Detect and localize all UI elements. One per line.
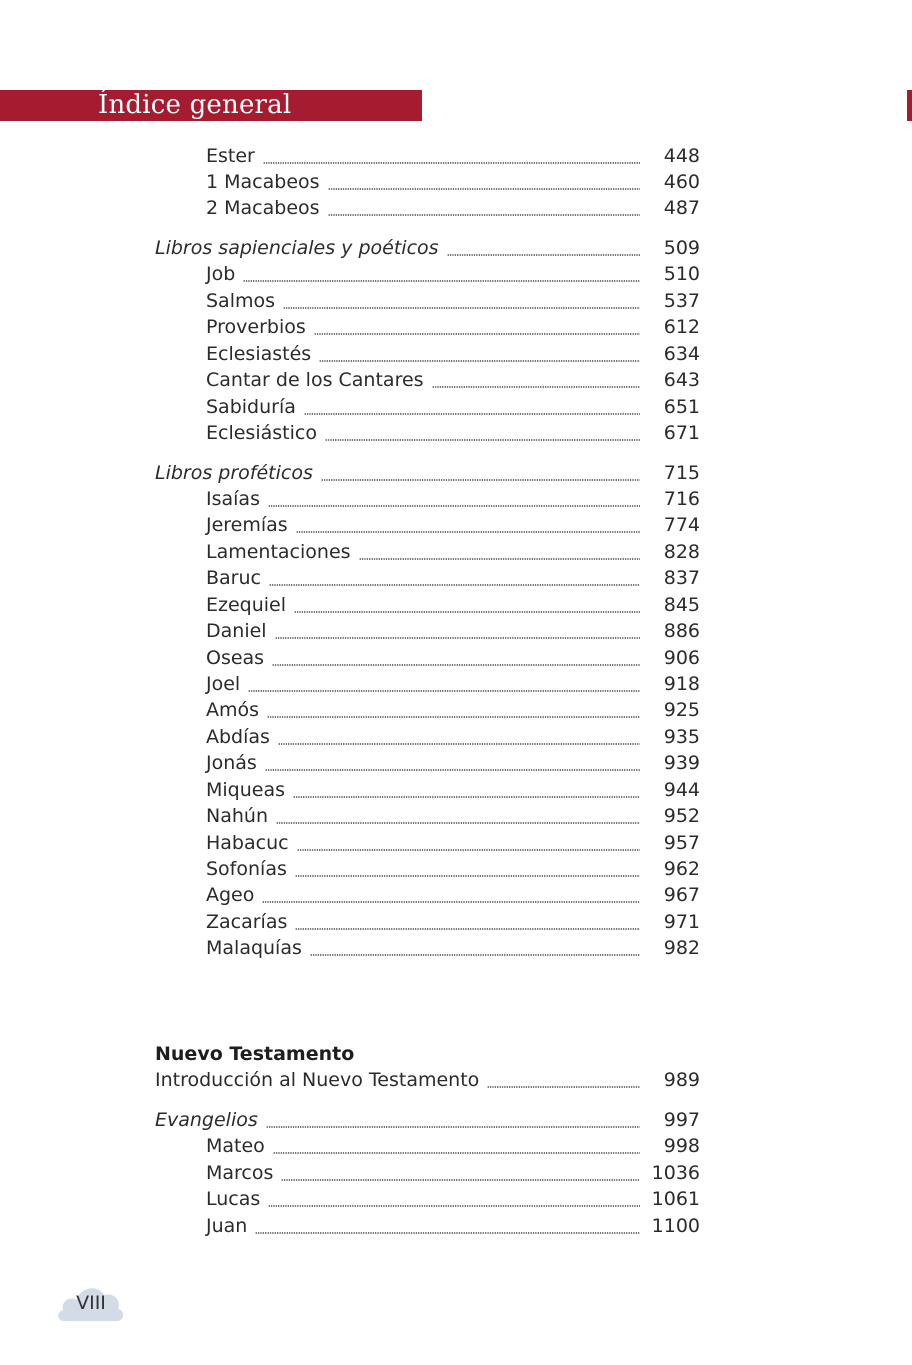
dot-leader <box>321 479 640 481</box>
toc-entry <box>0 1213 912 1239</box>
toc-entry-label: Libros proféticos <box>155 462 313 484</box>
dot-leader <box>243 280 640 282</box>
toc-entry-label: Oseas <box>206 647 265 669</box>
toc-entry <box>0 671 912 697</box>
toc-entry-page: 460 <box>663 171 700 193</box>
dot-leader <box>294 611 640 613</box>
dot-leader <box>267 716 640 718</box>
dot-leader <box>325 439 640 441</box>
toc-entry-page: 1061 <box>651 1188 700 1210</box>
toc-entry-page: 643 <box>663 369 700 391</box>
toc-entry-page: 715 <box>663 462 700 484</box>
dot-leader <box>272 664 640 666</box>
toc-entry-page: 487 <box>663 197 700 219</box>
dot-leader <box>255 1232 640 1234</box>
toc-entry-page: 651 <box>663 396 700 418</box>
toc-entry-page: 989 <box>663 1069 700 1091</box>
toc-entry <box>0 288 912 314</box>
toc-entry <box>0 565 912 591</box>
toc-entry-label: Malaquías <box>206 937 302 959</box>
dot-leader <box>293 796 640 798</box>
toc-entry-label: Evangelios <box>155 1109 258 1131</box>
toc-entry-label: Introducción al Nuevo Testamento <box>155 1069 480 1091</box>
toc-entry-page: 935 <box>663 726 700 748</box>
toc-entry-label: Lucas <box>206 1188 261 1210</box>
dot-leader <box>319 360 640 362</box>
toc-entry <box>0 341 912 367</box>
toc-entry <box>0 1186 912 1212</box>
toc-entry <box>0 512 912 538</box>
toc-entry <box>0 460 912 486</box>
toc-entry-page: 716 <box>663 488 700 510</box>
dot-leader <box>359 558 640 560</box>
toc-entry-label: Baruc <box>206 567 261 589</box>
toc-entry-page: 971 <box>663 911 700 933</box>
toc-entry <box>0 143 912 169</box>
toc-entry-label: Amós <box>206 699 260 721</box>
toc-entry <box>0 261 912 287</box>
toc-entry <box>0 882 912 908</box>
toc-entry <box>0 1067 912 1093</box>
toc-entry-page: 952 <box>663 805 700 827</box>
toc-entry-page: 939 <box>663 752 700 774</box>
dot-leader <box>295 928 640 930</box>
toc-entry-label: Salmos <box>206 290 276 312</box>
dot-leader <box>447 254 640 256</box>
dot-leader <box>263 162 640 164</box>
toc-entry-label: Eclesiastés <box>206 343 312 365</box>
toc-entry-label: Ester <box>206 145 255 167</box>
toc-entry <box>0 697 912 723</box>
toc-entry-label: Miqueas <box>206 779 286 801</box>
toc-entry <box>0 1107 912 1133</box>
toc-entry-page: 1036 <box>651 1162 700 1184</box>
dot-leader <box>281 1179 640 1181</box>
toc-entry-page: 448 <box>663 145 700 167</box>
toc-entry <box>0 235 912 261</box>
toc-entry-label: Proverbios <box>206 316 306 338</box>
toc-entry-label: 1 Macabeos <box>206 171 320 193</box>
toc-entry-page: 1100 <box>651 1215 700 1237</box>
dot-leader <box>262 901 640 903</box>
toc-entry <box>0 724 912 750</box>
edge-marker <box>907 90 912 121</box>
toc-entry-label: Isaías <box>206 488 260 510</box>
toc-entry-label: Lamentaciones <box>206 541 351 563</box>
toc-entry <box>0 935 912 961</box>
dot-leader <box>487 1086 640 1088</box>
dot-leader <box>314 333 640 335</box>
dot-leader <box>265 769 640 771</box>
toc-entry-page: 918 <box>663 673 700 695</box>
dot-leader <box>266 1126 640 1128</box>
toc-entry <box>0 367 912 393</box>
toc-entry <box>0 1160 912 1186</box>
toc-entry <box>0 169 912 195</box>
toc-entry-label: Joel <box>206 673 241 695</box>
dot-leader <box>276 822 640 824</box>
dot-leader <box>278 743 640 745</box>
toc-entry <box>0 420 912 446</box>
toc-entry-label: Job <box>206 263 236 285</box>
toc-entry <box>0 830 912 856</box>
dot-leader <box>296 531 640 533</box>
toc-entry-page: 886 <box>663 620 700 642</box>
toc-entry <box>0 592 912 618</box>
dot-leader <box>283 307 640 309</box>
toc-entry <box>0 539 912 565</box>
toc-entry-label: Sofonías <box>206 858 287 880</box>
dot-leader <box>297 849 640 851</box>
toc-entry-label: 2 Macabeos <box>206 197 320 219</box>
toc-entry <box>0 314 912 340</box>
dot-leader <box>310 954 640 956</box>
toc-entry <box>0 777 912 803</box>
toc-entry <box>0 803 912 829</box>
dot-leader <box>328 188 640 190</box>
toc-entry-page: 944 <box>663 779 700 801</box>
toc-entry-page: 634 <box>663 343 700 365</box>
toc-entry <box>0 618 912 644</box>
toc-entry-label: Marcos <box>206 1162 274 1184</box>
dot-leader <box>328 214 640 216</box>
toc-entry-label: Nahún <box>206 805 268 827</box>
toc-entry-label: Ageo <box>206 884 255 906</box>
toc-entry-page: 982 <box>663 937 700 959</box>
dot-leader <box>268 1205 640 1207</box>
toc-entry-page: 962 <box>663 858 700 880</box>
dot-leader <box>248 690 640 692</box>
toc-entry <box>0 486 912 512</box>
toc-entry <box>0 645 912 671</box>
toc-entry-page: 967 <box>663 884 700 906</box>
toc-entry-label: Mateo <box>206 1135 265 1157</box>
toc-entry-label: Sabiduría <box>206 396 296 418</box>
toc-entry-page: 774 <box>663 514 700 536</box>
dot-leader <box>275 637 640 639</box>
toc-entry-label: Zacarías <box>206 911 288 933</box>
toc-entry-label: Jonás <box>206 752 257 774</box>
toc-entry <box>0 750 912 776</box>
toc-entry-label: Abdías <box>206 726 270 748</box>
toc-entry-page: 837 <box>663 567 700 589</box>
section-heading: Nuevo Testamento <box>155 1043 355 1065</box>
page-number: VIII <box>76 1292 106 1314</box>
toc-entry-label: Juan <box>206 1215 248 1237</box>
dot-leader <box>268 505 640 507</box>
toc-entry-page: 671 <box>663 422 700 444</box>
toc-entry-label: Ezequiel <box>206 594 287 616</box>
toc-entry-page: 845 <box>663 594 700 616</box>
toc-entry <box>0 1133 912 1159</box>
page-title: Índice general <box>98 90 292 120</box>
toc-entry-page: 509 <box>663 237 700 259</box>
toc-entry <box>0 909 912 935</box>
toc-entry-page: 957 <box>663 832 700 854</box>
toc-entry-label: Eclesiástico <box>206 422 317 444</box>
dot-leader <box>295 875 640 877</box>
dot-leader <box>273 1152 640 1154</box>
toc-entry-page: 997 <box>663 1109 700 1131</box>
toc-entry <box>0 195 912 221</box>
dot-leader <box>432 386 640 388</box>
toc-entry-label: Daniel <box>206 620 267 642</box>
toc-entry-label: Cantar de los Cantares <box>206 369 424 391</box>
toc-entry-label: Habacuc <box>206 832 289 854</box>
toc-entry-page: 510 <box>663 263 700 285</box>
dot-leader <box>269 584 640 586</box>
toc-entry-label: Jeremías <box>206 514 288 536</box>
toc-entry-page: 828 <box>663 541 700 563</box>
toc-entry-page: 998 <box>663 1135 700 1157</box>
toc-entry-page: 612 <box>663 316 700 338</box>
toc-entry <box>0 394 912 420</box>
toc-entry-label: Libros sapienciales y poéticos <box>155 237 439 259</box>
toc-entry-page: 537 <box>663 290 700 312</box>
toc-entry-page: 925 <box>663 699 700 721</box>
toc-entry <box>0 856 912 882</box>
toc-entry-page: 906 <box>663 647 700 669</box>
dot-leader <box>304 413 640 415</box>
